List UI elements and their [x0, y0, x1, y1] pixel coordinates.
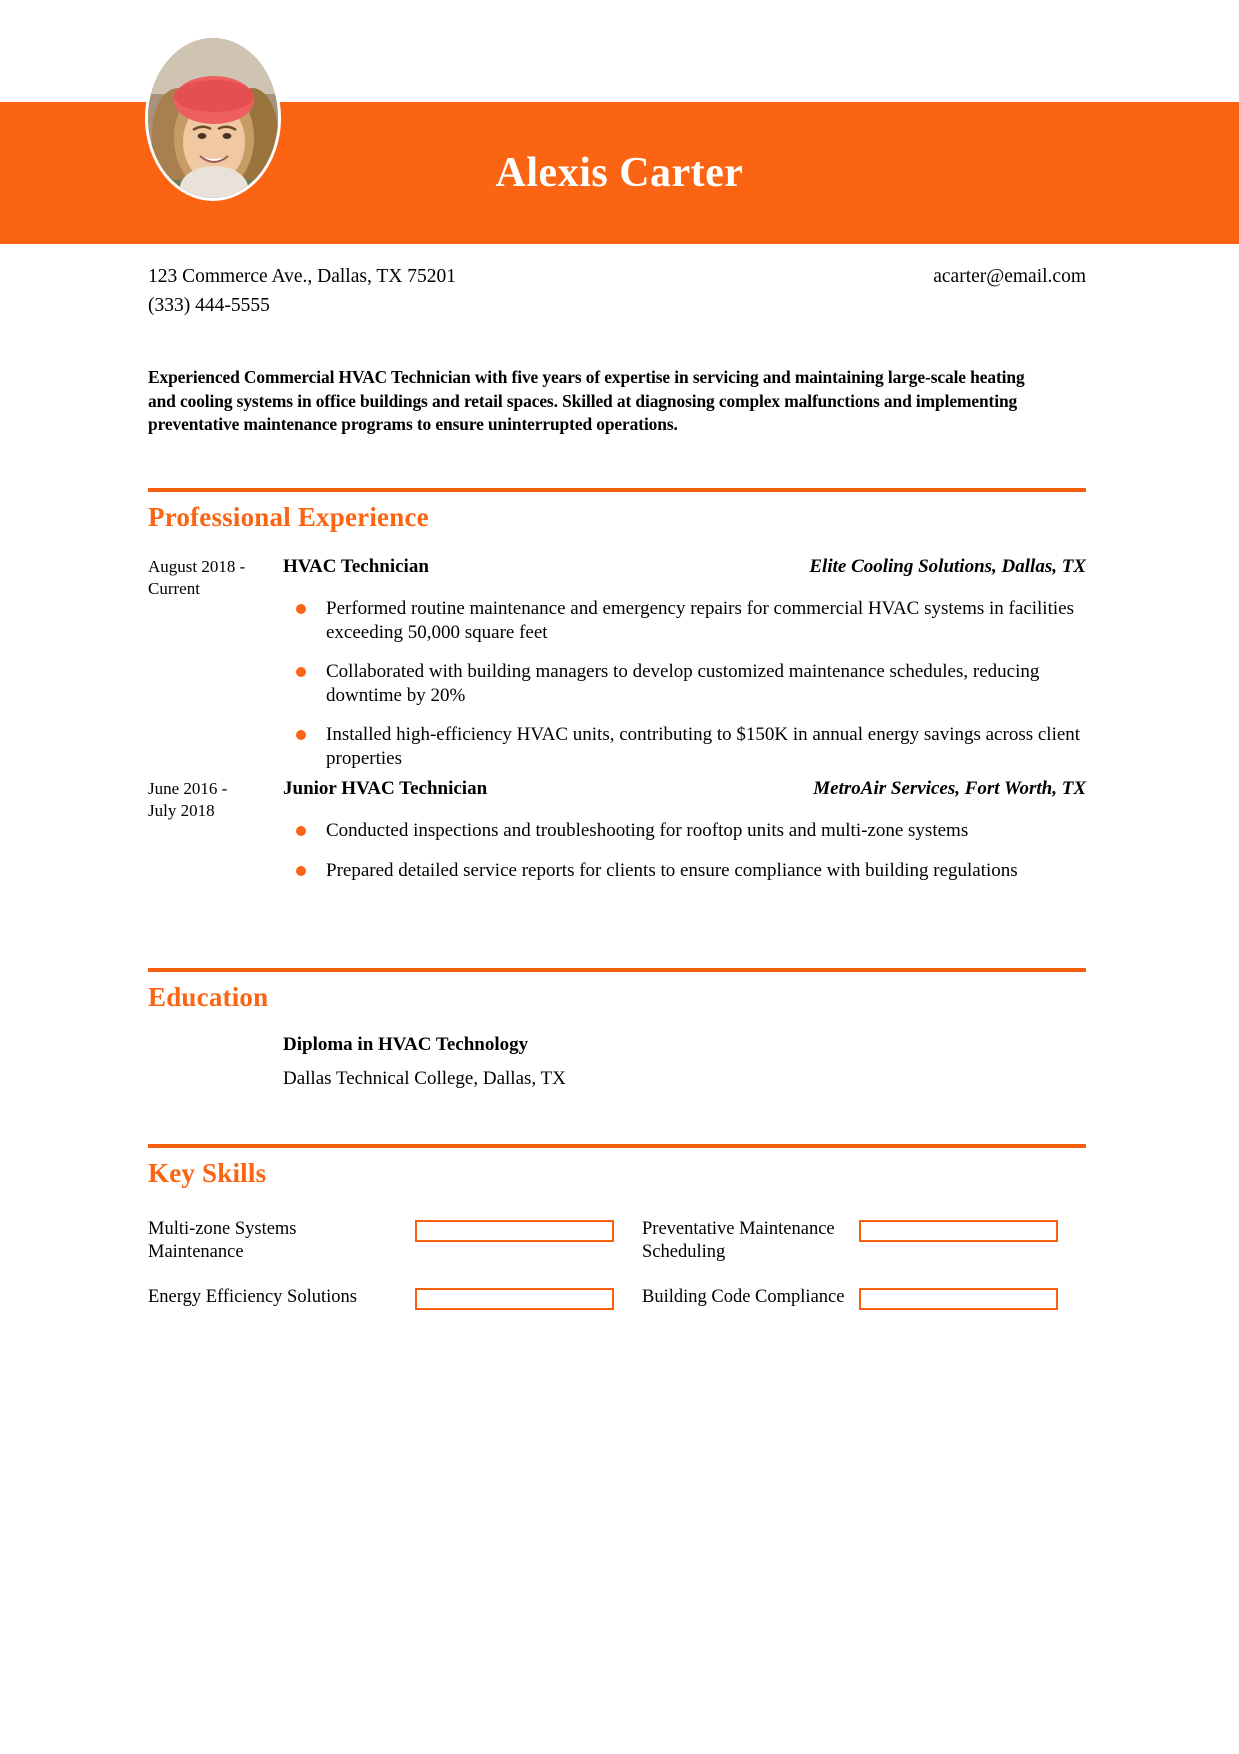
- experience-body: [283, 556, 1086, 770]
- experience-bullet-list: [283, 597, 1086, 770]
- section-title-education: Education: [148, 982, 269, 1012]
- experience-job-title: Junior HVAC Technician: [283, 778, 488, 799]
- skill-label: Energy Efficiency Solutions: [148, 1287, 357, 1307]
- skill-meter: [415, 1288, 614, 1310]
- skill-label: Preventative Maintenance Scheduling: [642, 1219, 835, 1262]
- bullet-dot-icon: [296, 667, 306, 677]
- education-degree: Diploma in HVAC Technology: [283, 1034, 529, 1055]
- experience-dates: August 2018 - Current: [148, 557, 246, 598]
- skill-item: [148, 1286, 642, 1310]
- experience-bullet-list: [283, 819, 1086, 882]
- experience-body: [283, 778, 1086, 882]
- skill-item: [148, 1218, 642, 1264]
- experience-company: Elite Cooling Solutions, Dallas, TX: [809, 556, 1086, 577]
- address-text: 123 Commerce Ave., Dallas, TX 75201: [148, 266, 456, 287]
- contact-block: [148, 262, 1086, 320]
- experience-headline: [283, 556, 1086, 578]
- experience-bullet: [283, 859, 1086, 883]
- divider-skills: [148, 1144, 1086, 1148]
- contact-row-primary: [148, 262, 1086, 291]
- education-entry: [283, 1032, 1086, 1091]
- page-title: Alexis Carter: [495, 150, 744, 196]
- professional-summary: Experienced Commercial HVAC Technician with five years of expertise in servicing and maintaining large-scale heating and cooling systems in office buildings and retail spaces. Skilled at diagnosing complex malfunctions and implementing preventative maintenance programs to ensure uninterrupted operations.: [148, 367, 1025, 434]
- experience-bullet: [283, 723, 1086, 770]
- divider-education: [148, 968, 1086, 972]
- skill-item: [642, 1218, 1086, 1264]
- skill-meter: [859, 1220, 1058, 1242]
- phone-text: (333) 444-5555: [148, 295, 270, 316]
- bullet-dot-icon: [296, 866, 306, 876]
- skill-label: Building Code Compliance: [642, 1287, 845, 1307]
- experience-bullet: [283, 660, 1086, 707]
- bullet-dot-icon: [296, 730, 306, 740]
- experience-dates: June 2016 - July 2018: [148, 779, 228, 820]
- experience-bullet: [283, 819, 1086, 843]
- experience-bullet-text: Prepared detailed service reports for clients to ensure compliance with building regulations: [326, 859, 1018, 881]
- experience-job-title: HVAC Technician: [283, 556, 429, 577]
- skill-item: [642, 1286, 1086, 1310]
- experience-bullet-text: Performed routine maintenance and emergency repairs for commercial HVAC systems in facilities exceeding 50,000 square feet: [326, 598, 1074, 643]
- experience-bullet-text: Collaborated with building managers to develop customized maintenance schedules, reducing downtime by 20%: [326, 661, 1040, 706]
- email-text[interactable]: acarter@email.com: [933, 266, 1086, 287]
- skill-meter: [859, 1288, 1058, 1310]
- experience-headline: [283, 778, 1086, 800]
- skill-meter: [415, 1220, 614, 1242]
- experience-company: MetroAir Services, Fort Worth, TX: [813, 778, 1086, 799]
- divider-experience: [148, 488, 1086, 492]
- contact-row-secondary: [148, 291, 1086, 320]
- skill-label: Multi-zone Systems Maintenance: [148, 1219, 297, 1262]
- bullet-dot-icon: [296, 826, 306, 836]
- education-school: Dallas Technical College, Dallas, TX: [283, 1068, 566, 1089]
- experience-bullet-text: Conducted inspections and troubleshooting for rooftop units and multi-zone systems: [326, 820, 969, 841]
- avatar: [148, 38, 278, 198]
- section-title-skills: Key Skills: [148, 1158, 267, 1188]
- skills-grid: [148, 1218, 1086, 1310]
- experience-bullet-text: Installed high-efficiency HVAC units, contributing to $150K in annual energy savings across client properties: [326, 724, 1081, 769]
- bullet-dot-icon: [296, 604, 306, 614]
- experience-bullet: [283, 597, 1086, 644]
- section-title-experience: Professional Experience: [148, 502, 429, 532]
